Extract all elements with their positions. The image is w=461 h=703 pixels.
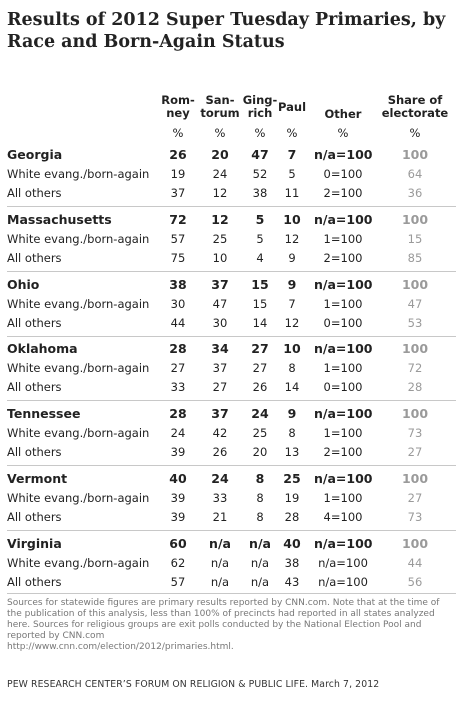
cell-share: 27 <box>407 491 423 505</box>
cell-share: 100 <box>401 212 429 227</box>
row-label: All others <box>7 510 62 524</box>
row-label: Tennessee <box>7 406 81 421</box>
cell-other: 0=100 <box>323 167 363 181</box>
cell-santorum: 12 <box>212 186 228 200</box>
col-header-other: Other <box>324 107 362 121</box>
pct-unit: % <box>172 126 184 140</box>
cell-romney: 38 <box>169 277 187 292</box>
cell-santorum: 25 <box>212 232 228 246</box>
section-divider <box>7 206 456 207</box>
cell-romney: 19 <box>170 167 186 181</box>
row-label: All others <box>7 186 62 200</box>
others-row <box>0 443 461 462</box>
credit-line: PEW RESEARCH CENTER’S FORUM ON RELIGION & PUBLIC LIFE. March 7, 2012 <box>7 679 380 690</box>
cell-gingrich: n/a <box>249 536 271 551</box>
cell-other: 1=100 <box>323 491 363 505</box>
cell-paul: 13 <box>284 445 300 459</box>
cell-santorum: 30 <box>212 316 228 330</box>
cell-gingrich: 8 <box>255 471 265 486</box>
row-label: All others <box>7 575 62 589</box>
cell-paul: 43 <box>284 575 300 589</box>
cell-other: 1=100 <box>323 232 363 246</box>
others-row <box>0 378 461 397</box>
pct-unit: % <box>214 126 226 140</box>
cell-paul: 12 <box>284 232 300 246</box>
col-header-share: Share of electorate <box>381 93 449 120</box>
evang-row <box>0 230 461 249</box>
cell-share: 100 <box>401 406 429 421</box>
row-label: Ohio <box>7 277 40 292</box>
row-label: All others <box>7 380 62 394</box>
pct-unit: % <box>286 126 298 140</box>
cell-romney: 28 <box>169 341 187 356</box>
cell-share: 73 <box>407 510 423 524</box>
cell-paul: 7 <box>287 147 297 162</box>
cell-romney: 24 <box>170 426 186 440</box>
row-label: White evang./born-again <box>7 232 150 246</box>
others-row <box>0 249 461 268</box>
cell-romney: 57 <box>170 232 186 246</box>
others-row <box>0 508 461 527</box>
cell-share: 100 <box>401 341 429 356</box>
section-divider <box>7 400 456 401</box>
cell-gingrich: 4 <box>256 251 264 265</box>
cell-gingrich: 52 <box>252 167 268 181</box>
cell-other: n/a=100 <box>318 575 368 589</box>
cell-romney: 30 <box>170 297 186 311</box>
cell-share: 15 <box>407 232 423 246</box>
others-row <box>0 573 461 592</box>
state-row <box>0 340 461 359</box>
cell-paul: 9 <box>287 277 297 292</box>
cell-share: 64 <box>407 167 423 181</box>
others-row <box>0 184 461 203</box>
cell-santorum: 12 <box>211 212 229 227</box>
col-header-santorum: San- torum <box>200 93 240 120</box>
section-divider <box>7 465 456 466</box>
cell-romney: 75 <box>170 251 186 265</box>
cell-share: 85 <box>407 251 423 265</box>
evang-row <box>0 554 461 573</box>
cell-share: 100 <box>401 471 429 486</box>
cell-gingrich: 15 <box>252 297 268 311</box>
cell-share: 53 <box>407 316 423 330</box>
cell-santorum: 37 <box>211 277 229 292</box>
state-row <box>0 405 461 424</box>
pct-unit: % <box>254 126 266 140</box>
cell-santorum: 27 <box>212 380 228 394</box>
cell-other: 2=100 <box>323 251 363 265</box>
cell-santorum: 34 <box>211 341 229 356</box>
cell-santorum: 42 <box>212 426 228 440</box>
cell-other: n/a=100 <box>314 471 373 486</box>
cell-romney: 26 <box>169 147 187 162</box>
col-header-gingrich: Ging- rich <box>242 93 278 120</box>
row-label: All others <box>7 445 62 459</box>
cell-other: 2=100 <box>323 445 363 459</box>
section-divider <box>7 530 456 531</box>
row-label: All others <box>7 316 62 330</box>
state-row <box>0 276 461 295</box>
cell-gingrich: 24 <box>251 406 269 421</box>
cell-romney: 39 <box>170 491 186 505</box>
state-row <box>0 535 461 554</box>
cell-other: n/a=100 <box>314 277 373 292</box>
cell-santorum: n/a <box>209 536 231 551</box>
cell-other: 2=100 <box>323 186 363 200</box>
pct-unit: % <box>409 126 421 140</box>
col-header-paul: Paul <box>278 100 307 114</box>
others-row <box>0 314 461 333</box>
cell-santorum: n/a <box>210 556 230 570</box>
cell-paul: 25 <box>283 471 301 486</box>
cell-santorum: 26 <box>212 445 228 459</box>
cell-romney: 40 <box>169 471 187 486</box>
evang-row <box>0 359 461 378</box>
cell-paul: 9 <box>287 406 297 421</box>
cell-other: 4=100 <box>323 510 363 524</box>
cell-paul: 11 <box>284 186 300 200</box>
cell-romney: 72 <box>169 212 187 227</box>
cell-other: 1=100 <box>323 361 363 375</box>
sources-note: Sources for statewide figures are primary results reported by CNN.com. Note that at the time of the publication of this analysis, less than 100% of precincts had reported in all states analyzed here. Sources for religious groups are exit polls conducted by the National Election Pool and reported by CNN.com http://www.cnn.com/election/2012/primaries.html. <box>7 598 440 652</box>
cell-paul: 7 <box>288 297 296 311</box>
cell-gingrich: 47 <box>251 147 269 162</box>
cell-paul: 19 <box>284 491 300 505</box>
state-row <box>0 470 461 489</box>
cell-santorum: 21 <box>212 510 228 524</box>
row-label: White evang./born-again <box>7 426 150 440</box>
cell-gingrich: 8 <box>256 510 264 524</box>
row-label: White evang./born-again <box>7 297 150 311</box>
evang-row <box>0 489 461 508</box>
cell-romney: 28 <box>169 406 187 421</box>
cell-other: n/a=100 <box>314 341 373 356</box>
evang-row <box>0 424 461 443</box>
footer-divider <box>7 593 456 594</box>
cell-gingrich: 15 <box>251 277 269 292</box>
cell-share: 100 <box>401 277 429 292</box>
cell-share: 100 <box>401 536 429 551</box>
cell-share: 27 <box>407 445 423 459</box>
cell-paul: 14 <box>284 380 300 394</box>
cell-santorum: 37 <box>212 361 228 375</box>
state-row <box>0 211 461 230</box>
row-label: Oklahoma <box>7 341 78 356</box>
cell-romney: 57 <box>170 575 186 589</box>
evang-row <box>0 295 461 314</box>
cell-paul: 40 <box>283 536 301 551</box>
cell-share: 73 <box>407 426 423 440</box>
col-header-romney: Rom- ney <box>161 93 195 120</box>
cell-gingrich: 5 <box>255 212 265 227</box>
pct-unit: % <box>337 126 349 140</box>
cell-romney: 37 <box>170 186 186 200</box>
row-label: Georgia <box>7 147 63 162</box>
row-label: Massachusetts <box>7 212 112 227</box>
section-divider <box>7 271 456 272</box>
cell-romney: 39 <box>170 510 186 524</box>
cell-romney: 62 <box>170 556 186 570</box>
cell-share: 47 <box>407 297 423 311</box>
cell-other: n/a=100 <box>314 406 373 421</box>
row-label: All others <box>7 251 62 265</box>
cell-other: 1=100 <box>323 297 363 311</box>
cell-paul: 10 <box>283 212 301 227</box>
cell-share: 36 <box>407 186 423 200</box>
cell-romney: 60 <box>169 536 187 551</box>
cell-gingrich: 38 <box>252 186 268 200</box>
cell-santorum: 47 <box>212 297 228 311</box>
cell-other: 1=100 <box>323 426 363 440</box>
cell-other: 0=100 <box>323 316 363 330</box>
cell-romney: 27 <box>170 361 186 375</box>
cell-romney: 33 <box>170 380 186 394</box>
source-url: http://www.cnn.com/election/2012/primaries.html. <box>7 642 234 652</box>
cell-paul: 10 <box>283 341 301 356</box>
cell-gingrich: 27 <box>252 361 268 375</box>
cell-other: n/a=100 <box>314 536 373 551</box>
cell-gingrich: 27 <box>251 341 269 356</box>
cell-santorum: 20 <box>211 147 229 162</box>
cell-santorum: 24 <box>211 471 229 486</box>
row-label: White evang./born-again <box>7 361 150 375</box>
evang-row <box>0 165 461 184</box>
cell-share: 56 <box>407 575 423 589</box>
cell-gingrich: n/a <box>250 556 270 570</box>
cell-paul: 5 <box>288 167 296 181</box>
cell-santorum: 33 <box>212 491 228 505</box>
cell-other: n/a=100 <box>314 212 373 227</box>
cell-santorum: 24 <box>212 167 228 181</box>
cell-gingrich: 20 <box>252 445 268 459</box>
section-divider <box>7 336 456 337</box>
cell-share: 44 <box>407 556 423 570</box>
cell-paul: 9 <box>288 251 296 265</box>
cell-share: 100 <box>401 147 429 162</box>
cell-paul: 38 <box>284 556 300 570</box>
cell-paul: 28 <box>284 510 300 524</box>
cell-gingrich: n/a <box>250 575 270 589</box>
cell-other: 0=100 <box>323 380 363 394</box>
row-label: White evang./born-again <box>7 491 150 505</box>
cell-romney: 44 <box>170 316 186 330</box>
cell-santorum: 10 <box>212 251 228 265</box>
cell-paul: 8 <box>288 361 296 375</box>
cell-santorum: n/a <box>210 575 230 589</box>
row-label: Vermont <box>7 471 68 486</box>
cell-santorum: 37 <box>211 406 229 421</box>
cell-paul: 12 <box>284 316 300 330</box>
row-label: White evang./born-again <box>7 167 150 181</box>
cell-gingrich: 25 <box>252 426 268 440</box>
cell-gingrich: 5 <box>256 232 264 246</box>
state-row <box>0 146 461 165</box>
cell-other: n/a=100 <box>314 147 373 162</box>
cell-gingrich: 26 <box>252 380 268 394</box>
cell-share: 72 <box>407 361 423 375</box>
row-label: White evang./born-again <box>7 556 150 570</box>
row-label: Virginia <box>7 536 62 551</box>
cell-share: 28 <box>407 380 423 394</box>
table-title: Results of 2012 Super Tuesday Primaries, by Race and Born-Again Status <box>7 10 446 52</box>
cell-gingrich: 8 <box>256 491 264 505</box>
cell-paul: 8 <box>288 426 296 440</box>
cell-romney: 39 <box>170 445 186 459</box>
cell-gingrich: 14 <box>252 316 268 330</box>
cell-other: n/a=100 <box>318 556 368 570</box>
